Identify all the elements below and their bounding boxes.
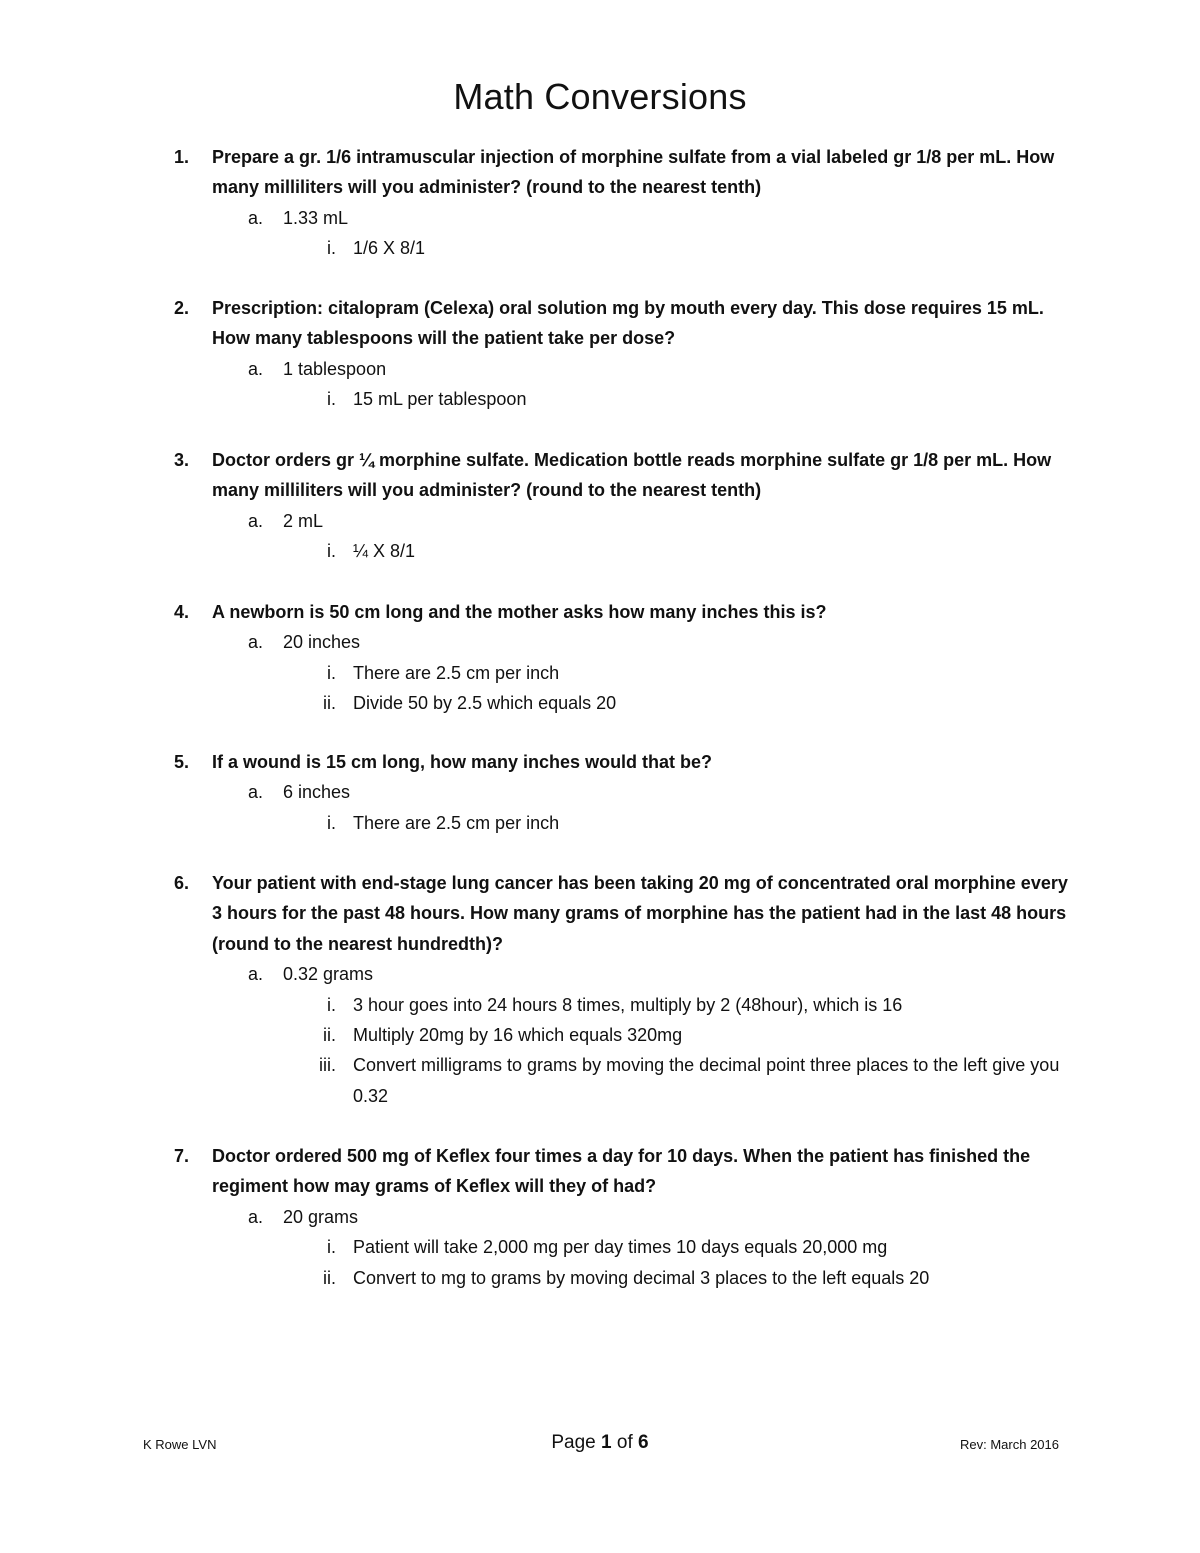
step-label: i.: [327, 389, 336, 410]
step-text: Divide 50 by 2.5 which equals 20: [353, 693, 617, 714]
answer-text: 1.33 mL: [283, 207, 349, 228]
answer-text: 6 inches: [283, 782, 351, 803]
step-text: ¼ X 8/1: [353, 541, 416, 562]
page-word: Page: [551, 1432, 596, 1453]
step-label: ii.: [323, 1024, 336, 1045]
question-text: Your patient with end-stage lung cancer has been taking 20 mg of concentrated oral morphine every 3 hours for the past 48 hours. How many grams of morphine has the patient had in the last 48 hours (round to the nearest hundredth)?: [212, 873, 1068, 954]
question-item: [0, 868, 1200, 1111]
question-text: Doctor ordered 500 mg of Keflex four times a day for 10 days. When the patient has finished the regiment how may grams of Keflex will they of had?: [212, 1146, 1031, 1197]
footer-author: K Rowe LVN: [143, 1437, 217, 1452]
question-number: 2.: [174, 298, 190, 318]
answer-text: 1 tablespoon: [283, 358, 387, 379]
question-item: [0, 747, 1200, 838]
page-total: 6: [638, 1432, 649, 1453]
question-item: [0, 445, 1200, 567]
step-label: iii.: [319, 1055, 336, 1076]
step-label: i.: [327, 541, 336, 562]
answer-label: a.: [248, 358, 264, 379]
step-label: i.: [327, 812, 336, 833]
step-label: i.: [327, 1237, 336, 1258]
step-text: There are 2.5 cm per inch: [353, 662, 560, 683]
answer-label: a.: [248, 964, 264, 985]
question-text: If a wound is 15 cm long, how many inches would that be?: [212, 752, 713, 772]
page-current: 1: [601, 1432, 612, 1453]
question-number: 1.: [174, 147, 190, 167]
answer-label: a.: [248, 782, 264, 803]
step-text: Convert milligrams to grams by moving the decimal point three places to the left give you 0.32: [353, 1055, 1060, 1106]
step-text: Multiply 20mg by 16 which equals 320mg: [353, 1024, 683, 1045]
answer-label: a.: [248, 510, 264, 531]
step-text: Patient will take 2,000 mg per day times 10 days equals 20,000 mg: [353, 1237, 888, 1258]
answer-text: 20 inches: [283, 632, 361, 653]
question-item: [0, 293, 1200, 415]
question-text: Prepare a gr. 1/6 intramuscular injection of morphine sulfate from a vial labeled gr 1/8 per mL. How many milliliters will you administer? (round to the nearest tenth): [212, 147, 1055, 198]
step-label: ii.: [323, 1267, 336, 1288]
question-number: 4.: [174, 602, 190, 622]
answer-text: 2 mL: [283, 510, 324, 531]
answer-label: a.: [248, 207, 264, 228]
question-number: 5.: [174, 752, 190, 772]
step-label: i.: [327, 994, 336, 1015]
question-number: 7.: [174, 1146, 190, 1166]
step-text: There are 2.5 cm per inch: [353, 812, 560, 833]
question-item: [0, 1141, 1200, 1293]
step-text: 1/6 X 8/1: [353, 238, 426, 259]
step-label: ii.: [323, 693, 336, 714]
answer-label: a.: [248, 632, 264, 653]
question-text: Prescription: citalopram (Celexa) oral solution mg by mouth every day. This dose requires 15 mL. How many tablespoons will the patient take per dose?: [212, 298, 1044, 349]
step-text: 3 hour goes into 24 hours 8 times, multiply by 2 (48hour), which is 16: [353, 994, 903, 1015]
answer-label: a.: [248, 1206, 264, 1227]
question-number: 3.: [174, 450, 190, 470]
answer-text: 20 grams: [283, 1206, 359, 1227]
step-text: 15 mL per tablespoon: [353, 389, 527, 410]
page-title: Math Conversions: [453, 76, 747, 117]
step-label: i.: [327, 238, 336, 259]
question-text: A newborn is 50 cm long and the mother asks how many inches this is?: [212, 602, 827, 622]
question-item: [0, 142, 1200, 264]
step-label: i.: [327, 662, 336, 683]
page-of: of: [616, 1432, 633, 1453]
answer-text: 0.32 grams: [283, 964, 374, 985]
step-text: Convert to mg to grams by moving decimal 3 places to the left equals 20: [353, 1267, 930, 1288]
footer-revision: Rev: March 2016: [960, 1437, 1059, 1452]
question-number: 6.: [174, 873, 190, 893]
question-item: [0, 597, 1200, 719]
question-text: Doctor orders gr ¼ morphine sulfate. Medication bottle reads morphine sulfate gr 1/8 per mL. How many milliliters will you administer? (round to the nearest tenth): [212, 450, 1052, 501]
